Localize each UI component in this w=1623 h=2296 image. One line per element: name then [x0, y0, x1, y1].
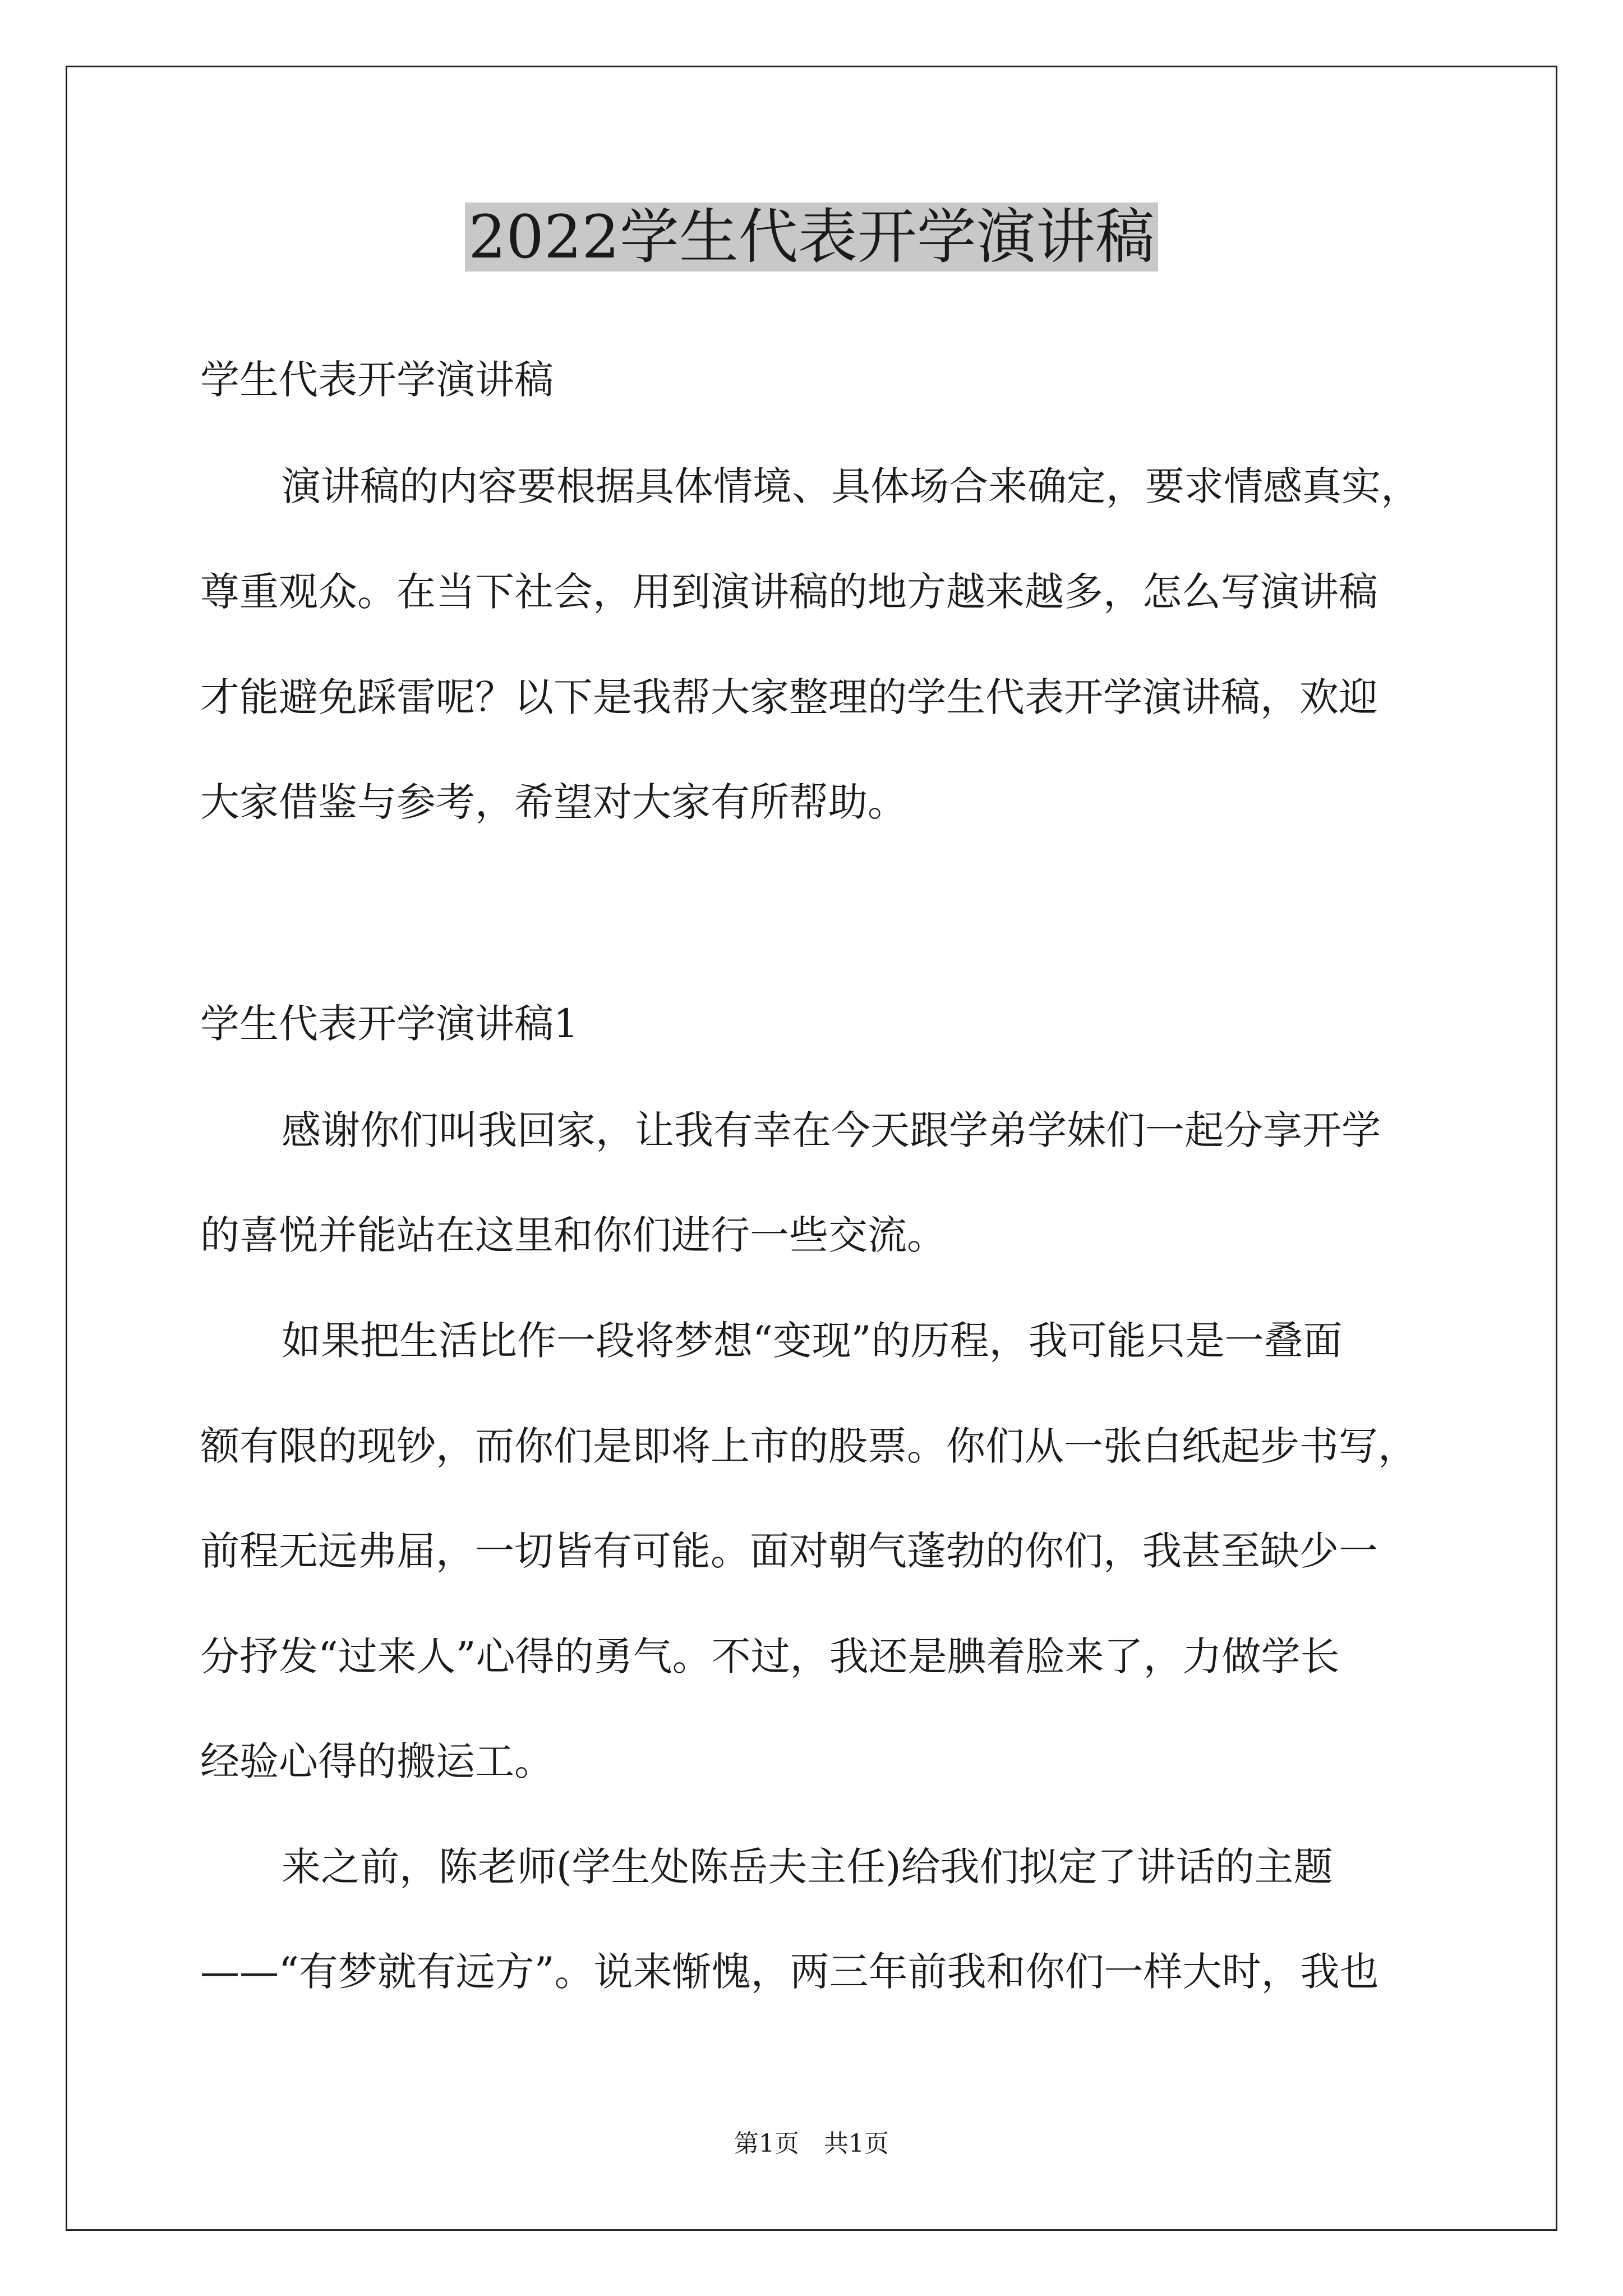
section-heading: 学生代表开学演讲稿1	[200, 1001, 579, 1047]
page-footer	[0, 2127, 1623, 2161]
paragraph-line: 额有限的现钞，而你们是即将上市的股票。你们从一张白纸起步书写，	[200, 1423, 1417, 1469]
intro-line: 大家借鉴与参考，希望对大家有所帮助。	[200, 779, 907, 825]
paragraph-line: 的喜悦并能站在这里和你们进行一些交流。	[200, 1212, 946, 1258]
paragraph-line: 前程无远弗届，一切皆有可能。面对朝气蓬勃的你们，我甚至缺少一	[200, 1528, 1378, 1574]
paragraph-line: 感谢你们叫我回家，让我有幸在今天跟学弟学妹们一起分享开学	[282, 1107, 1381, 1153]
paragraph-line: 分抒发“过来人”心得的勇气。不过，我还是腆着脸来了，力做学长	[200, 1634, 1340, 1680]
paragraph-line: 来之前，陈老师(学生处陈岳夫主任)给我们拟定了讲话的主题	[282, 1844, 1333, 1890]
intro-line: 才能避免踩雷呢？以下是我帮大家整理的学生代表开学演讲稿，欢迎	[200, 674, 1378, 720]
paragraph-line: ——“有梦就有远方”。说来惭愧，两三年前我和你们一样大时，我也	[200, 1949, 1379, 1995]
document-title	[0, 201, 1623, 274]
page-total: 共1页	[824, 2129, 889, 2158]
intro-line: 演讲稿的内容要根据具体情境、具体场合来确定，要求情感真实，	[282, 463, 1420, 509]
intro-line: 尊重观众。在当下社会，用到演讲稿的地方越来越多，怎么写演讲稿	[200, 569, 1378, 615]
subtitle: 学生代表开学演讲稿	[200, 357, 554, 403]
paragraph-line: 经验心得的搬运工。	[200, 1738, 554, 1784]
paragraph-line: 如果把生活比作一段将梦想“变现”的历程，我可能只是一叠面	[282, 1318, 1343, 1364]
page-number: 第1页	[734, 2129, 799, 2158]
title-highlight: 2022学生代表开学演讲稿	[465, 203, 1158, 272]
